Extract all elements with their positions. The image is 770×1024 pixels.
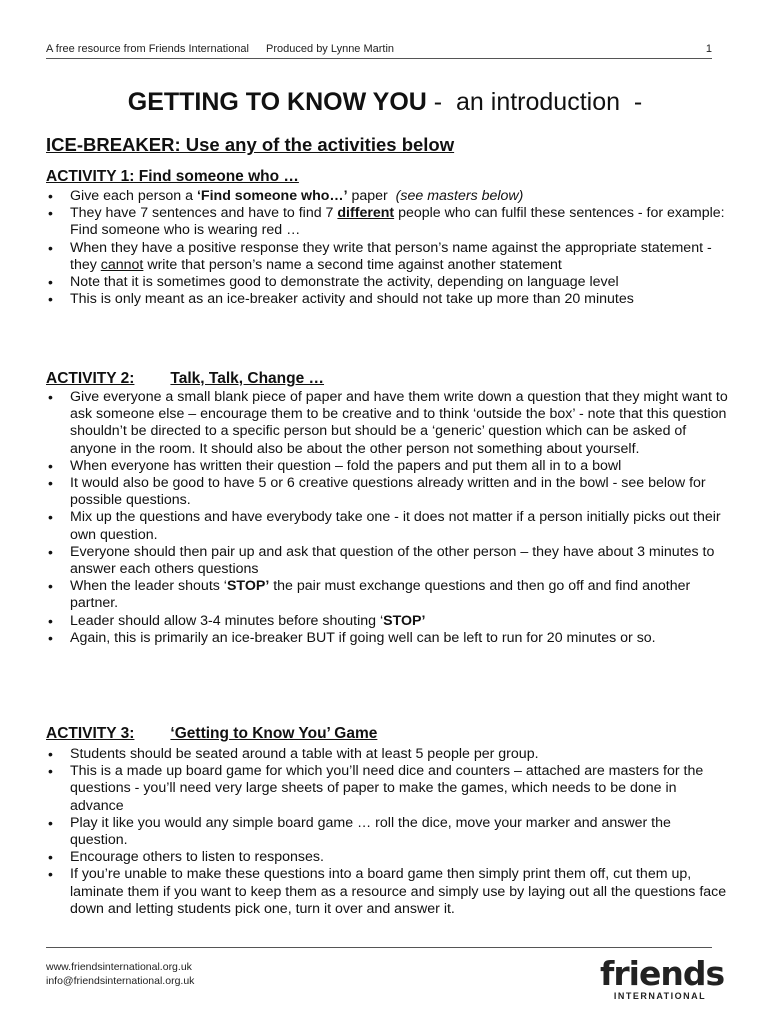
logo-subtitle: INTERNATIONAL <box>613 991 707 1001</box>
a2b7-bold: STOP’ <box>383 612 426 629</box>
list-item: • It would also be good to have 5 or 6 creative questions already written and in the bowl - see below for possible questions. <box>46 475 731 509</box>
list-item <box>46 578 731 612</box>
list-item: • Mix up the questions and have everybody take one - it does not matter if a person initially picks out their own question. <box>46 509 731 543</box>
a1b2-bold: different <box>337 205 395 222</box>
a1b3-text2: write that person’s name a second time against another statement <box>143 256 562 273</box>
list-item: • Encourage others to listen to responses. <box>46 849 731 866</box>
a2b7-text: Leader should allow 3-4 minutes before shouting ‘ <box>70 612 384 629</box>
activity3-heading <box>46 725 377 743</box>
activity2-heading-text <box>46 370 324 387</box>
a1b1-text: Give each person a <box>70 188 197 204</box>
list-item <box>46 205 731 239</box>
list-item: • Students should be seated around a table with at least 5 people per group. <box>46 746 731 763</box>
list-item: • Play it like you would any simple board game … roll the dice, move your marker and answer the question. <box>46 815 731 849</box>
header-source: A free resource from Friends International <box>46 43 249 55</box>
a1b3-underline: cannot <box>100 256 144 273</box>
a2b6-text2: the pair must exchange questions and then go off and find another partner. <box>70 578 691 612</box>
activity2-list <box>46 389 731 647</box>
activity2-name: Talk, Talk, Change … <box>170 370 325 387</box>
header-author: Produced by Lynne Martin <box>266 43 395 55</box>
footer-email-link[interactable]: info@friendsinternational.org.uk <box>46 975 195 987</box>
activity3-label: ACTIVITY 3: <box>46 725 135 742</box>
activity1-heading <box>46 168 299 186</box>
list-item: • Again, this is primarily an ice-breaker BUT if going well can be left to run for 20 minutes or so. <box>46 630 731 647</box>
list-item: • When everyone has written their question – fold the papers and put them all in to a bowl <box>46 458 731 475</box>
footer-website-link[interactable]: www.friendsinternational.org.uk <box>46 961 192 973</box>
title-main: GETTING TO KNOW YOU <box>127 88 427 116</box>
page-title <box>0 88 770 117</box>
list-item: • Everyone should then pair up and ask that question of the other person – they have about 3 minutes to answer each others questions <box>46 544 731 578</box>
activity2-label: ACTIVITY 2: <box>46 370 135 387</box>
title-sub: - an introduction - <box>426 88 643 116</box>
activity3-heading-text <box>46 725 377 742</box>
a1b2-text2: people who can fulfil these sentences - for example: Find someone who is wearing red … <box>70 205 725 239</box>
page-number: 1 <box>705 43 712 55</box>
a2b6-bold: STOP’ <box>226 578 270 595</box>
a1b3-text: When they have a positive response they write that person’s name against the appropriate statement - they <box>70 239 712 273</box>
list-item <box>46 613 731 630</box>
list-item: • This is only meant as an ice-breaker activity and should not take up more than 20 minutes <box>46 291 731 308</box>
activity3-name: ‘Getting to Know You’ Game <box>170 725 378 742</box>
page-footer <box>46 960 194 988</box>
activity1-heading-text: ACTIVITY 1: Find someone who … <box>46 168 299 185</box>
a1b1-italic: (see masters below) <box>395 188 524 204</box>
list-item: • This is a made up board game for which you’ll need dice and counters – attached are masters for the questions - you’ll need very large sheets of paper to make the games, which needs to be done in advance <box>46 763 731 815</box>
a1b1-bold: ‘Find someone who…’ <box>196 188 348 204</box>
list-item: • If you’re unable to make these questions into a board game then simply print them off, cut them up, laminate them if you want to keep them as a resource and simply use by laying out all the questions face down and letting students pick one, turn it over and answer it. <box>46 866 731 918</box>
activity3-list <box>46 746 731 918</box>
footer-divider <box>46 947 712 948</box>
a1b2-text: They have 7 sentences and have to find 7 <box>70 205 338 222</box>
a2b6-text: When the leader shouts ‘ <box>70 578 227 595</box>
logo-word: friends <box>600 954 725 993</box>
icebreaker-heading: ICE-BREAKER: Use any of the activities below <box>46 134 455 155</box>
activity1-list <box>46 188 731 308</box>
friends-international-logo <box>600 954 725 1001</box>
list-item: • Give everyone a small blank piece of paper and have them write down a question that they might want to ask someone else – encourage them to be creative and to think ‘outside the box’ - note that this question shouldn’t be directed to a specific person but should be a ‘generic’ question which can be asked of anyone in the room. It should also be about the other person not something about yourself. <box>46 389 731 458</box>
list-item: • Note that it is sometimes good to demonstrate the activity, depending on language level <box>46 274 731 291</box>
page-header <box>46 43 712 55</box>
list-item <box>46 240 731 274</box>
list-item <box>46 188 731 205</box>
a1b1-text2: paper <box>347 188 396 204</box>
header-divider <box>46 58 712 59</box>
activity2-heading <box>46 370 324 388</box>
